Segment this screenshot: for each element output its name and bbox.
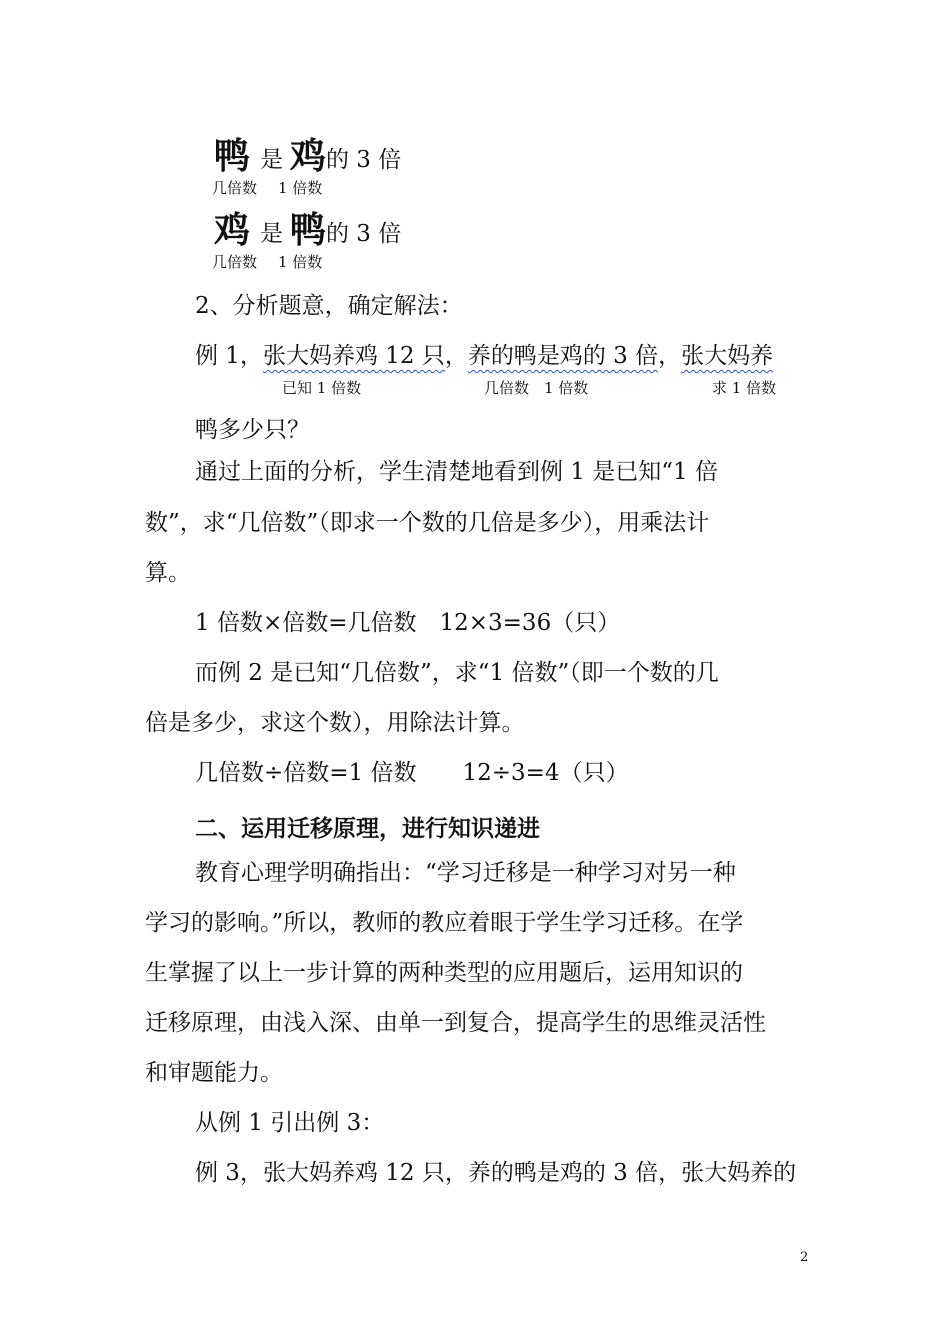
- paragraph-line: 迁移原理，由浅入深、由单一到复合，提高学生的思维灵活性: [145, 1010, 766, 1036]
- diagram-tail: 的 3 倍: [326, 147, 402, 173]
- example1-note-ask: 求 1 倍数: [712, 379, 777, 397]
- diagram-subject: 鸭: [214, 136, 251, 177]
- example1-comma: ，: [658, 343, 682, 369]
- paragraph-line: 学习的影响。”所以，教师的教应着眼于学生学习迁移。在学: [145, 910, 744, 936]
- diagram-base: 鸭: [290, 210, 327, 251]
- diagram-subject: 鸡: [214, 210, 251, 251]
- diagram-label-base: 1 倍数: [278, 179, 323, 197]
- paragraph-line: 和审题能力。: [145, 1060, 283, 1086]
- formula-division: 几倍数÷倍数=1 倍数 12÷3=4（只）: [195, 760, 629, 786]
- diagram-tail: 的 3 倍: [326, 221, 402, 247]
- example1-comma: ，: [444, 343, 468, 369]
- paragraph-line: 数”，求“几倍数”（即求一个数的几倍是多少），用乘法计: [145, 510, 710, 536]
- diagram-verb: 是: [260, 221, 283, 247]
- diagram-label-multiple: 几倍数: [212, 179, 258, 197]
- paragraph-line: 教育心理学明确指出：“学习迁移是一种学习对另一种: [195, 860, 736, 886]
- paragraph-line: 从例 1 引出例 3：: [195, 1110, 385, 1136]
- section-heading: 二、运用迁移原理，进行知识递进: [195, 816, 540, 842]
- page-number: 2: [800, 1250, 809, 1265]
- paragraph-line: 生掌握了以上一步计算的两种类型的应用题后，运用知识的: [145, 960, 743, 986]
- example1-known-base: 张大妈养鸡 12 只: [262, 343, 445, 369]
- paragraph-line: 通过上面的分析，学生清楚地看到例 1 是已知“1 倍: [195, 459, 718, 485]
- paragraph-line: 算。: [145, 560, 191, 586]
- diagram-base: 鸡: [290, 136, 327, 177]
- example1-line1: [195, 337, 773, 370]
- example1-prefix: 例 1，: [195, 343, 263, 369]
- formula-multiplication: 1 倍数×倍数=几倍数 12×3=36（只）: [195, 610, 621, 636]
- paragraph-line: 例 3，张大妈养鸡 12 只，养的鸭是鸡的 3 倍，张大妈养的: [195, 1160, 797, 1186]
- example1-note-relation: 几倍数 1 倍数: [484, 379, 589, 397]
- example1-question-start: 张大妈养: [681, 343, 774, 369]
- paragraph-line: 而例 2 是已知“几倍数”，求“1 倍数”（即一个数的几: [195, 660, 719, 686]
- paragraph-line: 倍是多少，求这个数），用除法计算。: [145, 710, 525, 736]
- example1-relation: 养的鸭是鸡的 3 倍: [467, 343, 659, 369]
- example1-line2: 鸭多少只？: [195, 417, 310, 443]
- diagram-verb: 是: [260, 147, 283, 173]
- step2-title: 2、分析题意，确定解法：: [195, 293, 463, 319]
- diagram-label-multiple: 几倍数: [212, 253, 258, 271]
- example1-note-known: 已知 1 倍数: [282, 379, 362, 397]
- diagram-label-base: 1 倍数: [278, 253, 323, 271]
